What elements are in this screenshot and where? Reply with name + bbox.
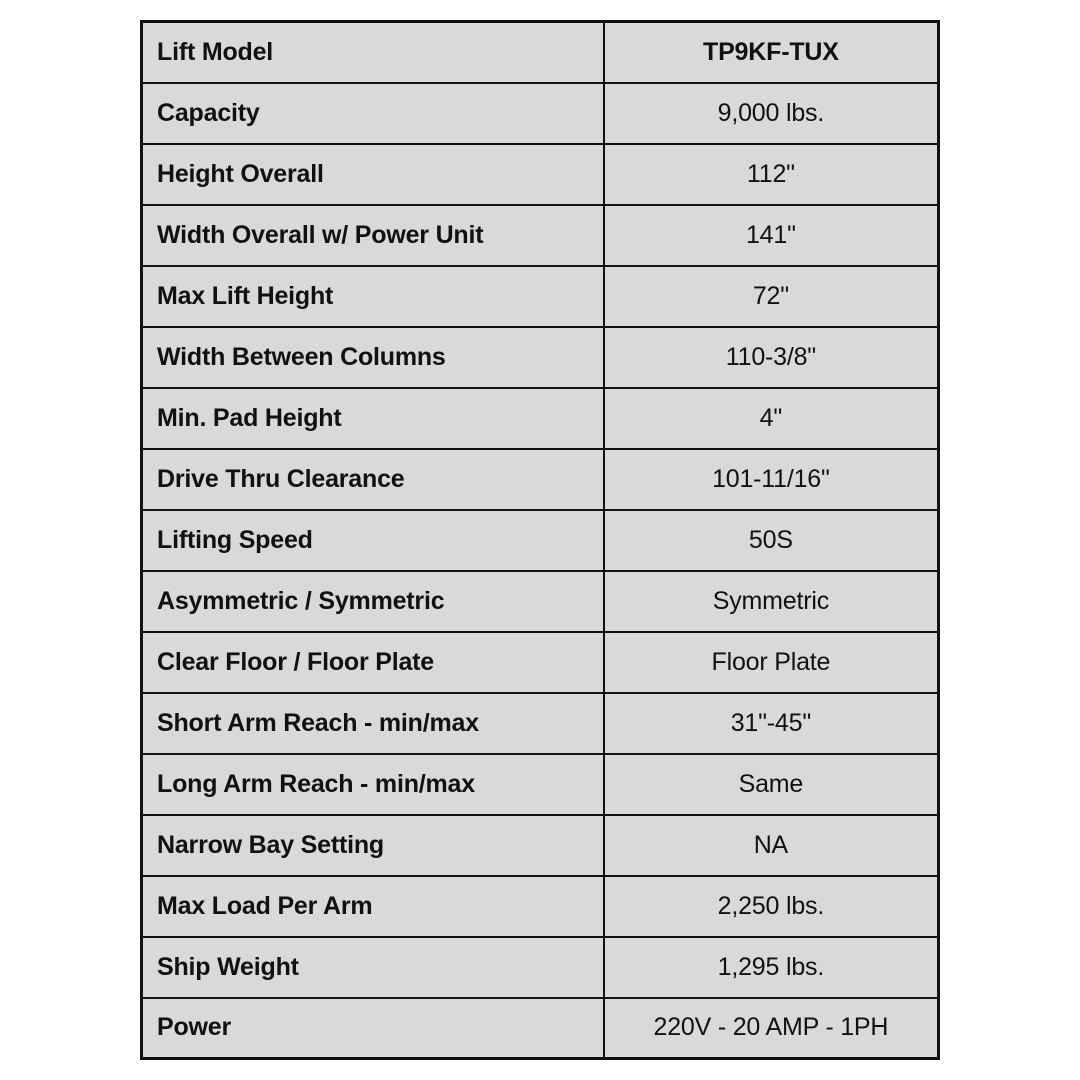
table-row: [142, 510, 939, 571]
table-row: [142, 83, 939, 144]
spec-label-cell: Max Load Per Arm: [142, 876, 604, 937]
spec-label-cell: Width Overall w/ Power Unit: [142, 205, 604, 266]
spec-value-cell: Same: [604, 754, 939, 815]
spec-value-cell: TP9KF-TUX: [604, 22, 939, 83]
spec-value-cell: 31"-45": [604, 693, 939, 754]
spec-label-cell: Capacity: [142, 83, 604, 144]
spec-value-cell: 1,295 lbs.: [604, 937, 939, 998]
table-row: [142, 388, 939, 449]
table-row: [142, 876, 939, 937]
spec-label-cell: Long Arm Reach - min/max: [142, 754, 604, 815]
spec-label-cell: Clear Floor / Floor Plate: [142, 632, 604, 693]
spec-label-cell: Power: [142, 998, 604, 1059]
spec-value-cell: 101-11/16": [604, 449, 939, 510]
table-row: [142, 327, 939, 388]
table-row: [142, 632, 939, 693]
table-row: [142, 693, 939, 754]
table-row: [142, 144, 939, 205]
table-row: [142, 449, 939, 510]
spec-label-cell: Min. Pad Height: [142, 388, 604, 449]
spec-value-cell: 2,250 lbs.: [604, 876, 939, 937]
spec-value-cell: 220V - 20 AMP - 1PH: [604, 998, 939, 1059]
spec-value-cell: Floor Plate: [604, 632, 939, 693]
spec-value-cell: 112": [604, 144, 939, 205]
table-row: [142, 205, 939, 266]
table-row: [142, 571, 939, 632]
lift-specification-table: [140, 20, 940, 1060]
spec-label-cell: Asymmetric / Symmetric: [142, 571, 604, 632]
spec-label-cell: Height Overall: [142, 144, 604, 205]
spec-label-cell: Ship Weight: [142, 937, 604, 998]
spec-value-cell: Symmetric: [604, 571, 939, 632]
spec-label-cell: Drive Thru Clearance: [142, 449, 604, 510]
spec-label-cell: Short Arm Reach - min/max: [142, 693, 604, 754]
spec-label-cell: Narrow Bay Setting: [142, 815, 604, 876]
spec-value-cell: 72": [604, 266, 939, 327]
spec-label-cell: Lift Model: [142, 22, 604, 83]
spec-value-cell: 9,000 lbs.: [604, 83, 939, 144]
table-row: [142, 815, 939, 876]
table-row: [142, 266, 939, 327]
table-row: [142, 937, 939, 998]
spec-label-cell: Max Lift Height: [142, 266, 604, 327]
spec-value-cell: NA: [604, 815, 939, 876]
spec-value-cell: 50S: [604, 510, 939, 571]
spec-table-body: [142, 22, 939, 1059]
spec-label-cell: Width Between Columns: [142, 327, 604, 388]
table-row: [142, 754, 939, 815]
table-row: [142, 22, 939, 83]
spec-value-cell: 4": [604, 388, 939, 449]
spec-value-cell: 141": [604, 205, 939, 266]
table-row: [142, 998, 939, 1059]
spec-label-cell: Lifting Speed: [142, 510, 604, 571]
spec-value-cell: 110-3/8": [604, 327, 939, 388]
